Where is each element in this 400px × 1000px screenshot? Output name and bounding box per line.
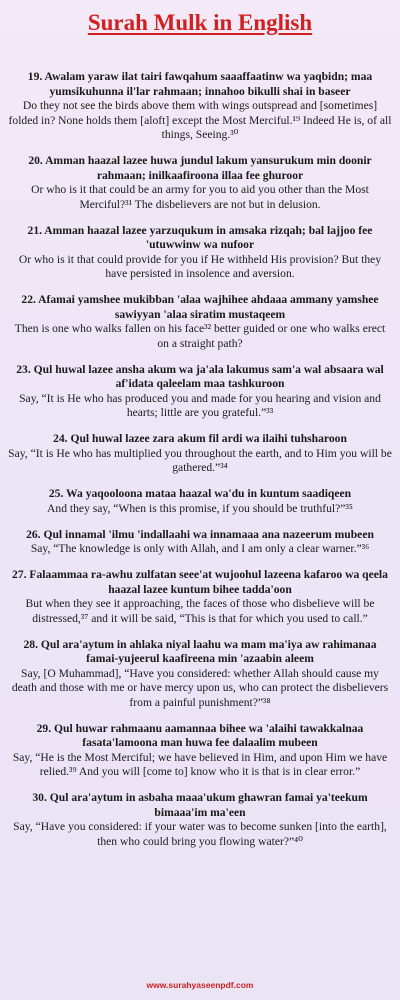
verse-translation: Say, “Have you considered: if your water was to become sunken [into the earth], then who could bring you flowing water?”⁴⁰ [13,820,387,848]
verse-27 [0,568,400,626]
verse-transliteration: 20. Amman haazal lazee huwa jundul lakum yansurukum min doonir rahmaan; inilkaafiroona illaa fee ghuroor [28,154,372,182]
verse-translation: Say, [O Muhammad], “Have you considered: whether Allah should cause my death and those with me or have mercy upon us, who can protect the disbelievers from a painful punishment?”³⁸ [11,666,389,709]
verse-25 [0,487,400,516]
verse-transliteration: 24. Qul huwal lazee zara akum fil ardi wa ilaihi tuhsharoon [53,432,347,445]
verse-transliteration: 25. Wa yaqooloona mataa haazal wa'du in kuntum saadiqeen [48,487,352,500]
verse-translation: Or who is it that could provide for you if He withheld His provision? But they have persisted in insolence and aversion. [18,252,382,280]
verse-translation: Do they not see the birds above them with wings outspread and [sometimes] folded in? None holds them [aloft] except the Most Merciful.¹⁹ Indeed He is, of all things, Seeing.³⁰ [8,99,392,141]
verse-transliteration: 27. Falaammaa ra-awhu zulfatan seee'at wujoohul lazeena kafaroo wa qeela haazal lazee kuntum bihee tadda'oon [12,568,388,596]
verse-20 [0,154,400,212]
page-title: Surah Mulk in English [87,10,313,35]
verse-translation: Then is one who walks fallen on his face³² better guided or one who walks erect on a straight path? [14,322,386,350]
verse-translation: And they say, “When is this promise, if you should be truthful?”³⁵ [47,501,353,515]
verse-transliteration: 30. Qul ara'aytum in asbaha maaa'ukum ghawran famai ya'teekum bimaaa'im ma'een [32,791,368,819]
verse-translation: Say, “The knowledge is only with Allah, and I am only a clear warner.”³⁶ [30,542,370,555]
verse-transliteration: 19. Awalam yaraw ilat tairi fawqahum saaaffaatinw wa yaqbidn; maa yumsikuhunna il'lar rahmaan; innahoo bikulli shai in baseer [27,70,373,98]
verse-transliteration: 29. Qul huwar rahmaanu aamannaa bihee wa 'alaihi tawakkalnaa fasata'lamoona man huwa fee dalaalim mubeen [36,721,364,749]
verse-transliteration: 26. Qul innamal 'ilmu 'indallaahi wa innamaaa ana nazeerum mubeen [26,527,374,541]
verse-list [0,70,400,861]
verse-22 [0,293,400,351]
verse-translation: But when they see it approaching, the faces of those who disbelieve will be distressed,³⁷ and it will be said, “This is that for which you used to call.” [25,597,375,625]
verse-transliteration: 28. Qul ara'aytum in ahlaka niyal laahu wa mam ma'iya aw rahimanaa famai-yujeerul kaafireena min 'azaabin aleem [23,637,377,665]
verse-29 [0,722,400,780]
footer-website-link[interactable]: www.surahyaseenpdf.com [146,980,254,990]
verse-30 [0,791,400,849]
verse-28 [0,638,400,711]
verse-23 [0,363,400,421]
verse-translation: Say, “He is the Most Merciful; we have believed in Him, and upon Him we have relied.³⁹ And you will [come to] know who it is that is in clear error.” [12,750,388,778]
verse-24 [0,432,400,476]
verse-translation: Say, “It is He who has multiplied you throughout the earth, and to Him you will be gathered.”³⁴ [8,446,392,474]
verse-21 [0,224,400,282]
verse-translation: Say, “It is He who has produced you and made for you hearing and vision and hearts; little are you grateful.”³³ [19,391,381,419]
verse-19 [0,70,400,143]
verse-transliteration: 21. Amman haazal lazee yarzuqukum in amsaka rizqah; bal lajjoo fee 'utuwwinw wa nufoor [27,223,373,251]
verse-transliteration: 23. Qul huwal lazee ansha akum wa ja'ala lakumus sam'a wal absaara wal af'idata qaleelam maa tashkuroon [16,362,384,390]
verse-translation: Or who is it that could be an army for you to aid you other than the Most Merciful?³¹ The disbelievers are not but in delusion. [31,183,369,211]
verse-26 [0,528,400,557]
verse-transliteration: 22. Afamai yamshee mukibban 'alaa wajhihee ahdaaa ammany yamshee sawiyyan 'alaa siratim mustaqeem [21,293,379,321]
